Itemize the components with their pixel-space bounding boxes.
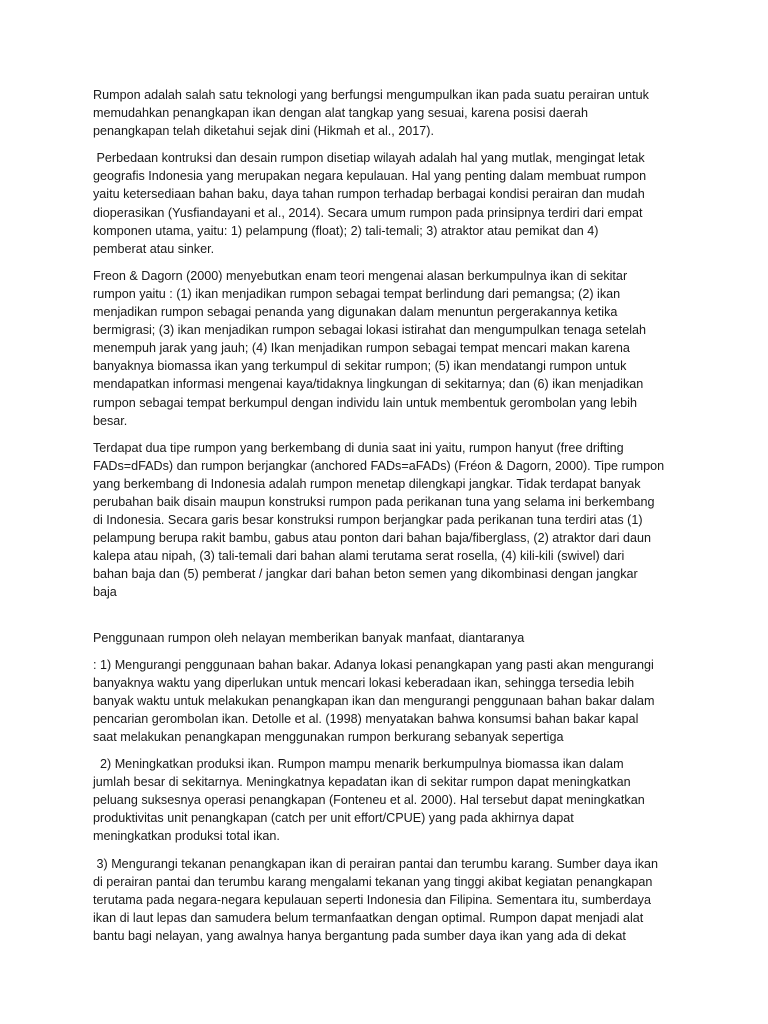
- text-line: dioperasikan (Yusfiandayani et al., 2014). Secara umum rumpon pada prinsipnya terdiri dari empat: [93, 205, 643, 220]
- text-line: Rumpon adalah salah satu teknologi yang berfungsi mengumpulkan ikan pada suatu perairan untuk: [93, 88, 649, 102]
- text-line: Penggunaan rumpon oleh nelayan memberikan banyak manfaat, diantaranya: [93, 630, 525, 645]
- text-line: terutama pada negara-negara kepulauan seperti Indonesia dan Filipina. Sementara itu, sumberdaya: [93, 892, 651, 907]
- text-line: 2) Meningkatkan produksi ikan. Rumpon mampu menarik berkumpulnya biomassa ikan dalam: [93, 757, 624, 772]
- text-line: bermigrasi; (3) ikan menjadikan rumpon sebagai lokasi istirahat dan mengumpulkan tenaga setelah: [93, 323, 647, 338]
- document-body: [93, 86, 693, 945]
- paragraph-benefits-intro: [93, 629, 693, 647]
- paragraph-benefit-1: [93, 656, 693, 746]
- text-line: 3) Mengurangi tekanan penangkapan ikan di perairan pantai dan terumbu karang. Sumber daya ikan: [93, 856, 658, 871]
- text-line: di perairan pantai dan terumbu karang mengalami tekanan yang tinggi akibat kegiatan penangkapan: [93, 874, 653, 889]
- paragraph-theories: [93, 267, 693, 430]
- text-line: mendapatkan informasi mengenai kaya/tidaknya lingkungan di sekitarnya; dan (6) ikan menjadikan: [93, 377, 644, 392]
- paragraph-types: [93, 439, 693, 602]
- text-line: penangkapan telah diketahui sejak dini (Hikmah et al., 2017).: [93, 124, 434, 139]
- text-line: banyaknya biomassa ikan yang terkumpul di sekitar rumpon; (5) ikan mendatangi rumpon untuk: [93, 359, 627, 374]
- text-line: ikan di laut lepas dan samudera belum termanfaatkan dengan optimal. Rumpon dapat menjadi alat: [93, 910, 644, 925]
- text-line: di Indonesia. Secara garis besar konstruksi rumpon berjangkar pada perikanan tuna terdiri atas (1): [93, 513, 643, 528]
- text-line: perubahan baik disain maupun konstruksi rumpon pada perikanan tuna yang selama ini berkembang: [93, 494, 655, 509]
- paragraph-construction: [93, 149, 693, 258]
- text-line: pelampung berupa rakit bambu, gabus atau ponton dari bahan baja/fiberglass, (2) atraktor dari daun: [93, 531, 651, 546]
- text-line: Freon & Dagorn (2000) menyebutkan enam teori mengenai alasan berkumpulnya ikan di sekitar: [93, 268, 628, 283]
- text-line: besar.: [93, 413, 128, 428]
- text-line: yang berkembang di Indonesia adalah rumpon menetap dilengkapi jangkar. Tidak terdapat banyak: [93, 476, 641, 491]
- paragraph-benefit-3: [93, 855, 693, 945]
- text-line: yaitu ketersediaan bahan baku, daya tahan rumpon terhadap berbagai kondisi perairan dan mudah: [93, 187, 645, 202]
- text-line: menjadikan rumpon sebagai penanda yang digunakan dalam menuntun pergerakannya ketika: [93, 305, 618, 320]
- text-line: geografis Indonesia yang merupakan negara kepulauan. Hal yang penting dalam membuat rumpon: [93, 169, 647, 184]
- text-line: FADs=dFADs) dan rumpon berjangkar (anchored FADs=aFADs) (Fréon & Dagorn, 2000). Tipe rumpon: [93, 458, 665, 473]
- text-line: menempuh jarak yang jauh; (4) Ikan menjadikan rumpon sebagai tempat mencari makan karena: [93, 341, 630, 356]
- text-line: pemberat atau sinker.: [93, 241, 215, 256]
- text-line: saat melakukan penangkapan menggunakan rumpon berkurang sebanyak sepertiga: [93, 730, 564, 744]
- text-line: rumpon sebagai tempat berkumpul dengan individu lain untuk membentuk gerombolan yang lebih: [93, 395, 637, 410]
- text-line: pencarian gerombolan ikan. Detolle et al. (1998) menyatakan bahwa konsumsi bahan bakar kapal: [93, 711, 639, 726]
- paragraph-benefit-2: [93, 755, 693, 845]
- text-line: jumlah besar di sekitarnya. Meningkatnya kepadatan ikan di sekitar rumpon dapat meningkatkan: [93, 775, 631, 790]
- text-line: banyak waktu untuk melakukan penangkapan ikan dan mengurangi penggunaan bahan bakar dalam: [93, 693, 655, 708]
- text-line: komponen utama, yaitu: 1) pelampung (float); 2) tali-temali; 3) atraktor atau pemikat dan 4): [93, 223, 599, 238]
- text-line: peluang suksesnya operasi penangkapan (Fonteneu et al. 2000). Hal tersebut dapat meningkatkan: [93, 793, 645, 808]
- paragraph-definition: [93, 86, 693, 140]
- text-line: kalepa atau nipah, (3) tali-temali dari bahan alami terutama serat rosella, (4) kili-kili (swivel) dari: [93, 549, 625, 564]
- text-line: baja: [93, 585, 117, 600]
- text-line: : 1) Mengurangi penggunaan bahan bakar. Adanya lokasi penangkapan yang pasti akan mengurangi: [93, 657, 654, 672]
- text-line: Terdapat dua tipe rumpon yang berkembang di dunia saat ini yaitu, rumpon hanyut (free drifting: [93, 440, 624, 455]
- text-line: memudahkan penangkapan ikan dengan alat tangkap yang sesuai, karena posisi daerah: [93, 106, 589, 121]
- text-line: rumpon yaitu : (1) ikan menjadikan rumpon sebagai tempat berlindung dari pemangsa; (2) ikan: [93, 286, 621, 301]
- text-line: bahan baja dan (5) pemberat / jangkar dari bahan beton semen yang dikombinasi dengan jangkar: [93, 567, 638, 582]
- text-line: produktivitas unit penangkapan (catch per unit effort/CPUE) yang pada akhirnya dapat: [93, 811, 574, 826]
- text-line: meningkatkan produksi total ikan.: [93, 829, 280, 844]
- text-line: banyaknya waktu yang diperlukan untuk mencari lokasi keberadaan ikan, sehingga tersedia lebih: [93, 675, 635, 690]
- text-line: bantu bagi nelayan, yang awalnya hanya bergantung pada sumber daya ikan yang ada di dekat: [93, 928, 626, 943]
- text-line: Perbedaan kontruksi dan desain rumpon disetiap wilayah adalah hal yang mutlak, mengingat letak: [93, 151, 645, 166]
